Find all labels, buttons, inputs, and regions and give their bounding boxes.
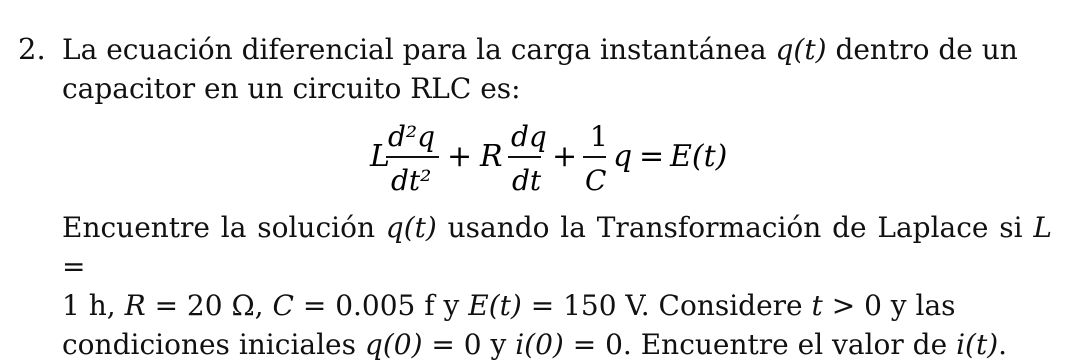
eq-plus-1: + [447,139,473,174]
intro-second-line: capacitor en un circuito RLC es: [62,72,521,105]
body-i0-value: = 0. Encuentre el valor de [572,328,948,361]
body-text-2: usando la Transformación de Laplace si [447,211,1023,244]
eq-equals: = [639,139,665,174]
body-C-symbol: C [272,289,294,322]
body-R-symbol: R [124,289,146,322]
problem-intro [62,30,1052,108]
eq-one: 1 [590,120,608,153]
eq-R: R [480,139,503,174]
eq-C: C [585,164,607,197]
problem-number: 2. [18,32,46,66]
body-C-value: = 0.005 f y [302,289,460,322]
eq-dq: dq [511,120,547,153]
problem-body [62,208,1052,364]
body-L-unit: 1 h, [62,289,116,322]
body-it: i(t) [956,328,999,361]
cropped-text-fragment [525,0,645,6]
body-q0-value: = 0 y [431,328,507,361]
body-text-1: Encuentre la solución [62,211,375,244]
eq-q: q [613,139,633,174]
body-E-function: E(t) [468,289,522,322]
body-q-function: q(t) [385,211,437,244]
body-t-condition: > 0 y las [831,289,956,322]
eq-dt2: dt² [391,164,432,197]
body-i0: i(0) [515,328,564,361]
body-t-symbol: t [811,289,823,322]
body-L-value-start: L = [62,211,1052,283]
rlc-equation [0,119,1092,209]
eq-E: E(t) [670,139,728,174]
body-E-value: = 150 V. Considere [530,289,803,322]
charge-function: q(t) [775,33,827,66]
eq-d2q: d²q [388,120,436,153]
body-conditions-label: condiciones iniciales [62,328,356,361]
eq-dt: dt [512,164,542,197]
body-period: . [998,328,1008,361]
body-R-value: = 20 Ω, [154,289,264,322]
eq-plus-2: + [552,139,578,174]
eq-L: L [370,139,390,174]
intro-text-tail: dentro de un [835,33,1018,66]
intro-text: La ecuación diferencial para la carga instantánea [62,33,767,66]
body-q0: q(0) [364,328,423,361]
